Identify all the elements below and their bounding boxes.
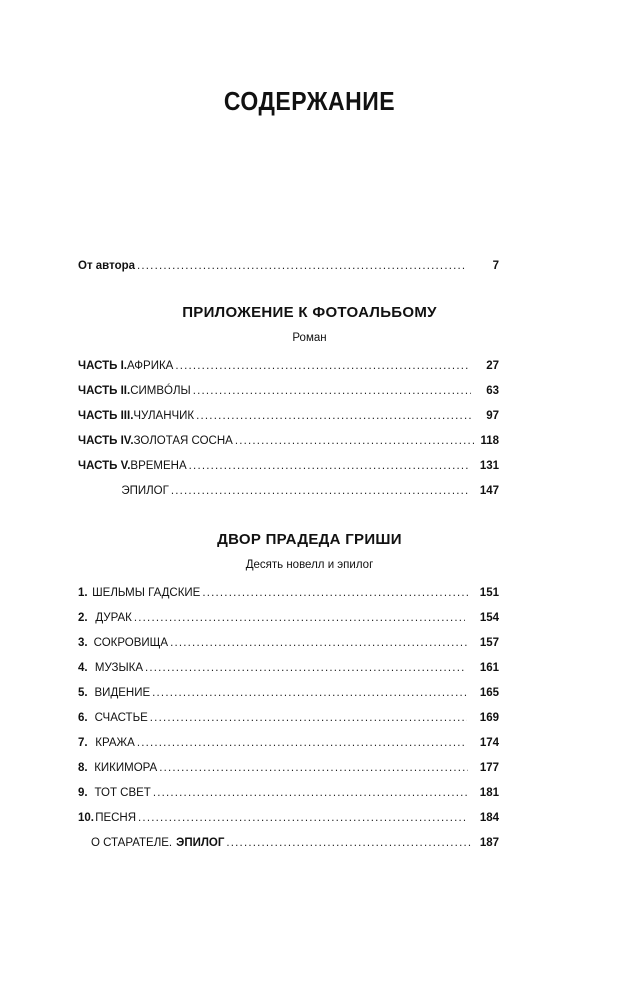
leader-dots: [170, 634, 468, 652]
toc-page-number: 181: [479, 787, 499, 799]
toc-entry-title: ЭПИЛОГ: [121, 485, 169, 497]
toc-page-number: 154: [479, 612, 499, 624]
part-label: ЧАСТЬ V.: [78, 460, 131, 472]
chapter-number: 8.: [78, 762, 88, 774]
toc-entry[interactable]: [78, 684, 499, 702]
chapter-number: 10.: [78, 812, 94, 824]
toc-page-number: 147: [479, 485, 499, 497]
toc-page-number: 97: [486, 410, 499, 422]
toc-entry[interactable]: [78, 407, 499, 425]
leader-dots: [235, 432, 474, 450]
toc-page-number: 165: [479, 687, 499, 699]
toc-entry[interactable]: [78, 809, 499, 827]
leader-dots: [138, 809, 466, 827]
part-label: ЧАСТЬ III.: [78, 410, 134, 422]
section-heading: ДВОР ПРАДЕДА ГРИШИ: [217, 531, 402, 548]
section-subtitle: Роман: [292, 332, 327, 344]
leader-dots: [196, 407, 471, 425]
toc-page-number: 157: [479, 637, 499, 649]
part-label: ЧАСТЬ IV.: [78, 435, 134, 447]
toc-entry-title: От автора: [78, 260, 136, 272]
toc-entry-title: АФРИКА: [127, 360, 174, 372]
toc-entry-epilogue[interactable]: [78, 834, 499, 852]
leader-dots: [137, 257, 466, 275]
toc-entry[interactable]: [78, 584, 499, 602]
toc-entry[interactable]: [78, 784, 499, 802]
leader-dots: [202, 584, 471, 602]
leader-dots: [137, 734, 466, 752]
chapter-number: 1.: [78, 587, 88, 599]
toc-entry[interactable]: [78, 382, 499, 400]
toc-entry-title: КРАЖА: [95, 737, 135, 749]
toc-entry-title: МУЗЫКА: [94, 662, 143, 674]
chapter-number: 9.: [78, 787, 88, 799]
leader-dots: [150, 709, 467, 727]
toc-page-number: 169: [479, 712, 499, 724]
toc-entry[interactable]: [78, 609, 499, 627]
leader-dots: [159, 759, 467, 777]
toc-entry[interactable]: [78, 709, 499, 727]
toc-entry[interactable]: [78, 457, 499, 475]
toc-entry-title: ЧУЛАНЧИК: [133, 410, 195, 422]
toc-entry[interactable]: [78, 432, 499, 450]
toc-entry-title: О СТАРАТЕЛЕ.: [90, 837, 173, 849]
toc-entry[interactable]: [78, 634, 499, 652]
part-label: ЧАСТЬ I.: [78, 360, 127, 372]
toc-page-number: 131: [479, 460, 499, 472]
toc-entry[interactable]: [78, 759, 499, 777]
toc-page-number: 27: [486, 360, 499, 372]
leader-dots: [171, 482, 469, 500]
toc-entry[interactable]: [78, 357, 499, 375]
part-label: ЧАСТЬ II.: [78, 385, 131, 397]
toc-page-number: 7: [492, 260, 499, 272]
toc-entry-title-bold: ЭПИЛОГ: [176, 837, 225, 849]
toc-entry-title: ВИДЕНИЕ: [94, 687, 151, 699]
toc-page-number: 177: [479, 762, 500, 774]
toc-entry-title: КИКИМОРА: [94, 762, 158, 774]
leader-dots: [189, 457, 470, 475]
chapter-number: 3.: [78, 637, 88, 649]
toc-entry-title: ДУРАК: [95, 612, 132, 624]
toc-entry-title: ШЕЛЬМЫ ГАДСКИЕ: [92, 587, 201, 599]
toc-entry-title: ВРЕМЕНА: [130, 460, 187, 472]
toc-entry[interactable]: [78, 734, 499, 752]
toc-entry[interactable]: [78, 482, 499, 500]
chapter-number: 7.: [78, 737, 88, 749]
leader-dots: [175, 357, 469, 375]
leader-dots: [145, 659, 466, 677]
leader-dots: [152, 684, 467, 702]
page-title: СОДЕРЖАНИЕ: [223, 86, 396, 116]
toc-entry-title: СИМВÓЛЫ: [130, 385, 191, 397]
leader-dots: [153, 784, 467, 802]
toc-page-number: 151: [479, 587, 499, 599]
chapter-number: 2.: [78, 612, 88, 624]
toc-page-number: 118: [480, 435, 499, 447]
chapter-number: 5.: [78, 687, 88, 699]
chapter-number: 6.: [78, 712, 88, 724]
toc-page-number: 174: [479, 737, 499, 749]
toc-entry-title: СЧАСТЬЕ: [94, 712, 148, 724]
chapter-number: 4.: [78, 662, 88, 674]
toc-page-number: 161: [479, 662, 499, 674]
toc-page-number: 184: [479, 812, 499, 824]
toc-entry-title: ЗОЛОТАЯ СОСНА: [133, 435, 233, 447]
toc-page-number: 63: [486, 385, 499, 397]
leader-dots: [134, 609, 465, 627]
toc-entry-author[interactable]: [78, 257, 499, 275]
section-subtitle: Десять новелл и эпилог: [245, 559, 374, 571]
section-heading: ПРИЛОЖЕНИЕ К ФОТОАЛЬБОМУ: [182, 304, 437, 321]
leader-dots: [226, 834, 473, 852]
toc-entry-title: ТОТ СВЕТ: [94, 787, 151, 799]
toc-entry[interactable]: [78, 659, 499, 677]
leader-dots: [193, 382, 471, 400]
toc-entry-title: СОКРОВИЩА: [93, 637, 169, 649]
toc-entry-title: ПЕСНЯ: [95, 812, 137, 824]
toc-page-number: 187: [479, 837, 499, 849]
